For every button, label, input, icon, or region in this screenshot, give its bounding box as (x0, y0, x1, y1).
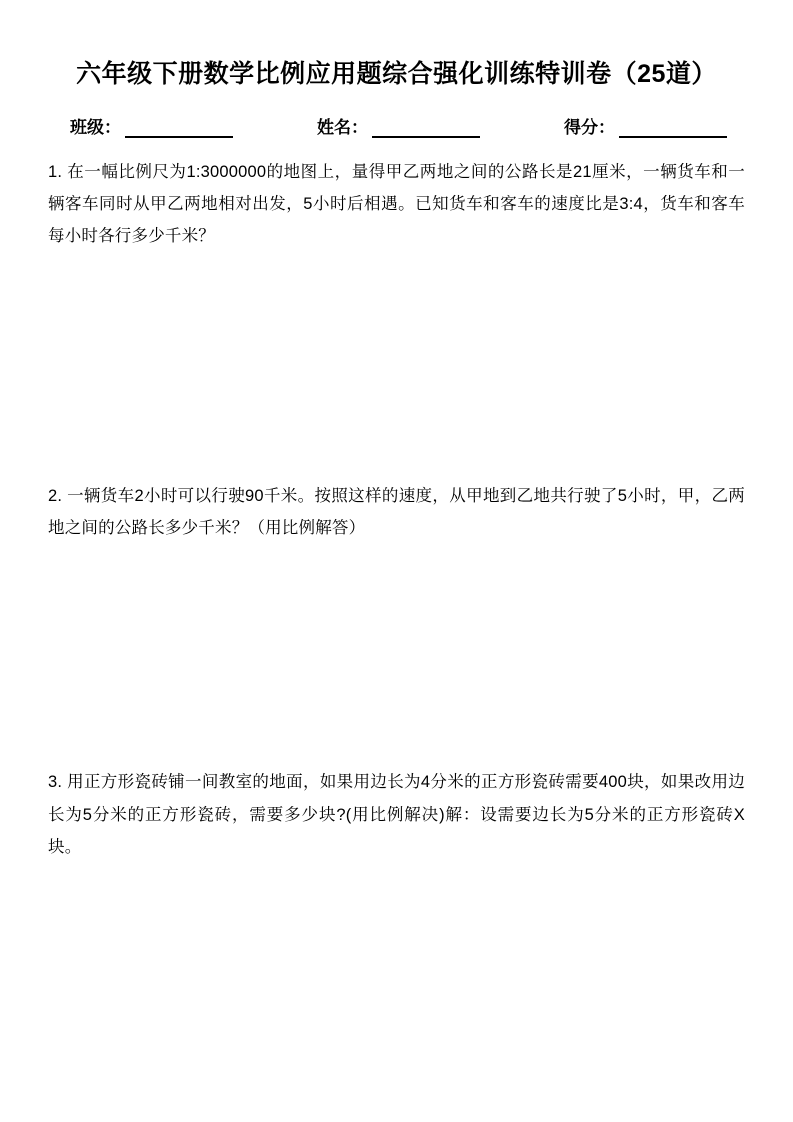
question-text: 2. 一辆货车2小时可以行驶90千米。按照这样的速度，从甲地到乙地共行驶了5小时，甲，乙两地之间的公路长多少千米？（用比例解答） (48, 487, 745, 538)
question-text: 3. 用正方形瓷砖铺一间教室的地面，如果用边长为4分米的正方形瓷砖需要400块，如果改用边长为5分米的正方形瓷砖，需要多少块?(用比例解决)解：设需要边长为5分米的正方形瓷砖X块。 (48, 773, 745, 856)
score-input-blank[interactable] (619, 120, 727, 138)
question-item (48, 156, 745, 253)
name-input-blank[interactable] (372, 120, 480, 138)
name-label: 姓名： (317, 117, 368, 137)
question-list (48, 156, 745, 983)
answer-space[interactable] (48, 544, 745, 766)
class-field (70, 113, 233, 138)
class-input-blank[interactable] (125, 120, 233, 138)
student-info-row (48, 113, 745, 138)
question-item (48, 480, 745, 544)
question-text: 1. 在一幅比例尺为1:3000000的地图上，量得甲乙两地之间的公路长是21厘米，一辆货车和一辆客车同时从甲乙两地相对出发，5小时后相遇。已知货车和客车的速度比是3:4，货车和客车每小时各行多少千米？ (48, 162, 745, 245)
name-field (317, 113, 480, 138)
class-label: 班级： (70, 117, 121, 137)
page-title: 六年级下册数学比例应用题综合强化训练特训卷（25道） (76, 60, 717, 88)
answer-space[interactable] (48, 252, 745, 480)
score-label: 得分： (564, 117, 615, 137)
answer-space[interactable] (48, 863, 745, 983)
score-field (564, 113, 727, 138)
question-item (48, 766, 745, 863)
